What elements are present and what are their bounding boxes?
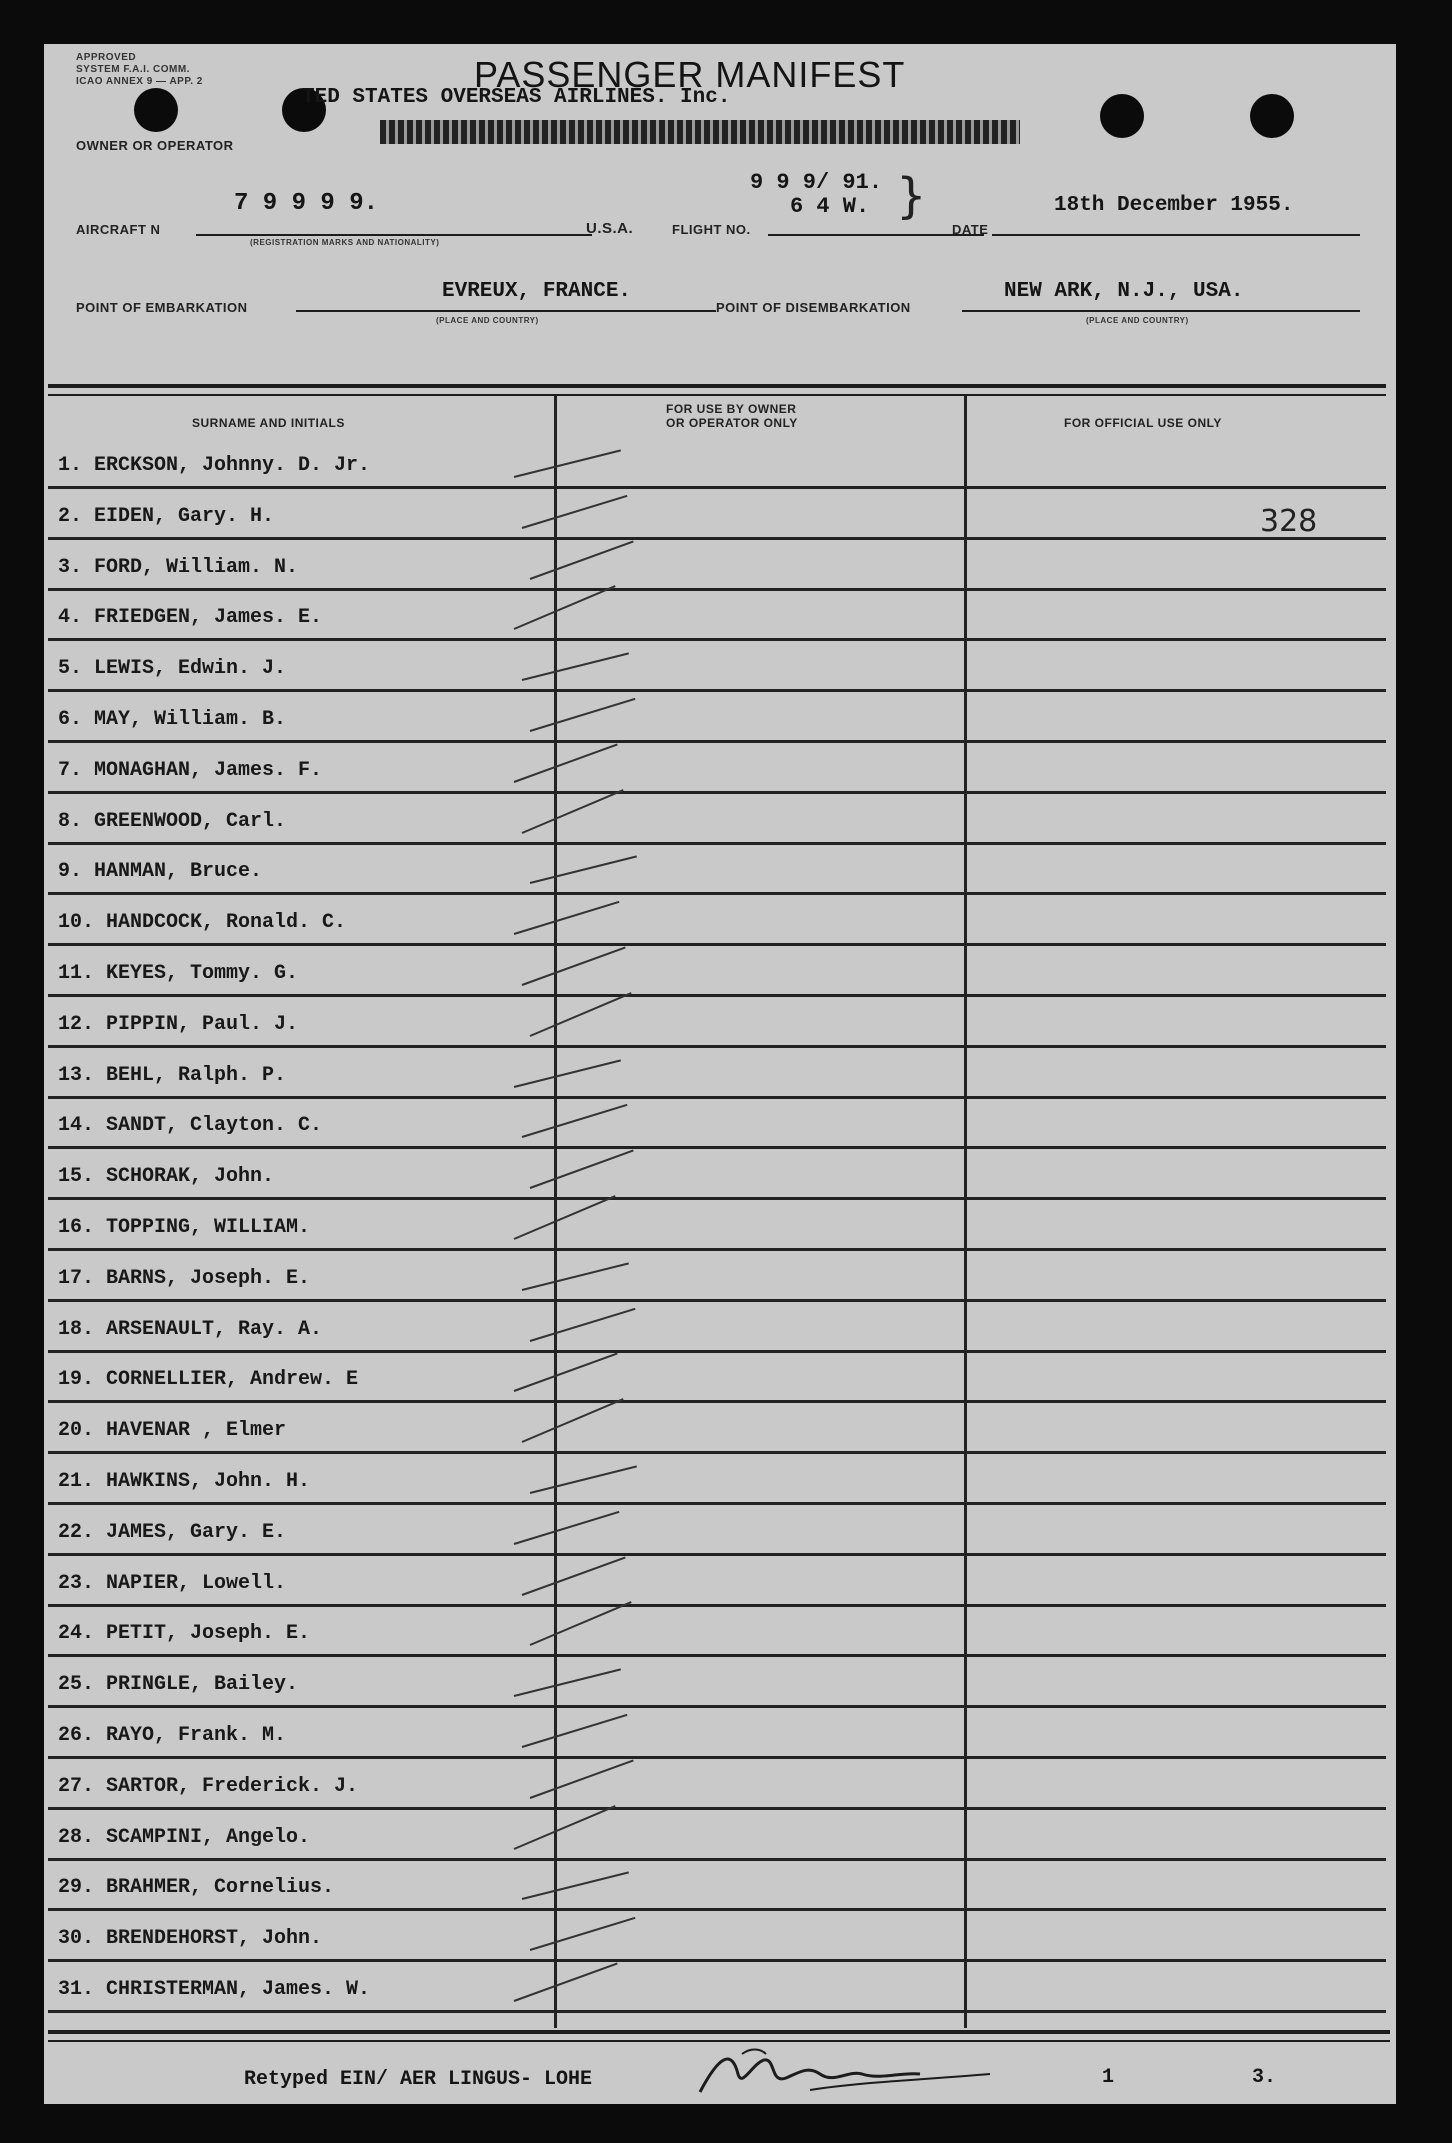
check-mark <box>522 1262 629 1291</box>
col-owner-header-1: FOR USE BY OWNER <box>666 402 797 416</box>
brace-mark: } <box>896 168 927 224</box>
check-mark <box>530 856 637 885</box>
passenger-row: 30. BRENDEHORST, John. <box>58 1927 323 1951</box>
passenger-row: 6. MAY, William. B. <box>58 708 287 731</box>
check-mark <box>514 1059 621 1088</box>
check-mark <box>514 901 620 935</box>
passenger-row: 10. HANDCOCK, Ronald. C. <box>58 911 347 935</box>
passenger-row: 12. PIPPIN, Paul. J. <box>58 1012 299 1036</box>
row-divider <box>48 842 1386 845</box>
embark-line <box>296 310 716 312</box>
passenger-row: 19. CORNELLIER, Andrew. E <box>58 1368 359 1392</box>
check-mark <box>530 540 634 580</box>
row-divider <box>48 638 1386 641</box>
check-mark <box>514 1805 616 1850</box>
check-mark <box>530 1150 634 1190</box>
check-mark <box>522 1714 628 1748</box>
check-mark <box>530 1917 636 1951</box>
table-top-rule-2 <box>48 394 1386 396</box>
row-divider <box>48 1807 1386 1810</box>
passenger-row: 13. BEHL, Ralph. P. <box>58 1063 287 1087</box>
passenger-row: 17. BARNS, Joseph. E. <box>58 1266 311 1290</box>
row-divider <box>48 486 1386 489</box>
passenger-row: 23. NAPIER, Lowell. <box>58 1571 287 1595</box>
check-mark <box>530 992 632 1037</box>
check-mark <box>530 1307 636 1341</box>
punch-hole <box>1250 94 1294 138</box>
date-label: DATE <box>952 222 989 237</box>
row-divider <box>48 1299 1386 1302</box>
check-mark <box>530 1759 634 1799</box>
check-mark <box>530 1465 637 1494</box>
retyped-note: Retyped EIN/ AER LINGUS- LOHE <box>244 2068 593 2091</box>
row-divider <box>48 1756 1386 1759</box>
page-number: 1 <box>1102 2066 1115 2089</box>
row-divider <box>48 689 1386 692</box>
check-mark <box>514 1962 618 2002</box>
check-mark <box>514 1195 616 1240</box>
row-divider <box>48 1705 1386 1708</box>
page-title: PASSENGER MANIFEST <box>474 54 906 95</box>
check-mark <box>522 946 626 986</box>
embark-sub: (PLACE AND COUNTRY) <box>436 316 539 325</box>
row-divider <box>48 1350 1386 1353</box>
row-divider <box>48 1400 1386 1403</box>
row-divider <box>48 588 1386 591</box>
passenger-row: 25. PRINGLE, Bailey. <box>58 1673 299 1697</box>
row-divider <box>48 1451 1386 1454</box>
check-mark <box>522 653 629 682</box>
check-mark <box>522 1104 628 1138</box>
row-divider <box>48 1096 1386 1099</box>
row-divider <box>48 1604 1386 1607</box>
passenger-row: 21. HAWKINS, John. H. <box>58 1470 311 1493</box>
check-mark <box>522 789 624 834</box>
check-mark <box>514 743 618 783</box>
row-divider <box>48 1553 1386 1556</box>
disembark-line <box>962 310 1360 312</box>
table-bottom-rule-2 <box>48 2040 1390 2042</box>
aircraft-line <box>196 234 592 236</box>
disembark-value: NEW ARK, N.J., USA. <box>1004 280 1244 303</box>
aircraft-label: AIRCRAFT N <box>76 222 161 237</box>
row-divider <box>48 1858 1386 1861</box>
row-divider <box>48 1146 1386 1149</box>
passenger-row: 2. EIDEN, Gary. H. <box>58 504 275 528</box>
row-divider <box>48 1248 1386 1251</box>
check-mark <box>514 585 616 630</box>
punch-hole <box>1100 94 1144 138</box>
owner-operator-label: OWNER OR OPERATOR <box>76 138 234 153</box>
row-divider <box>48 1502 1386 1505</box>
official-note: 328 <box>1260 504 1318 539</box>
date-line <box>992 234 1360 236</box>
col-official-header: FOR OFFICIAL USE ONLY <box>1064 416 1222 430</box>
passenger-row: 16. TOPPING, WILLIAM. <box>58 1216 311 1239</box>
passenger-row: 9. HANMAN, Bruce. <box>58 860 263 884</box>
redaction-strike <box>380 120 1020 144</box>
table-top-rule <box>48 384 1386 388</box>
check-mark <box>530 698 636 732</box>
row-divider <box>48 994 1386 997</box>
embark-value: EVREUX, FRANCE. <box>442 280 632 303</box>
punch-hole <box>134 88 178 132</box>
col-owner-header-2: OR OPERATOR ONLY <box>666 416 798 430</box>
manifest-sheet <box>44 44 1396 2104</box>
col-names-header: SURNAME AND INITIALS <box>192 416 345 430</box>
check-mark <box>522 1872 629 1901</box>
passenger-row: 7. MONAGHAN, James. F. <box>58 758 323 782</box>
passenger-row: 22. JAMES, Gary. E. <box>58 1520 287 1544</box>
check-mark <box>514 1353 618 1393</box>
row-divider <box>48 1197 1386 1200</box>
row-divider <box>48 791 1386 794</box>
check-mark <box>514 1511 620 1545</box>
passenger-row: 4. FRIEDGEN, James. E. <box>58 606 323 630</box>
passenger-row: 26. RAYO, Frank. M. <box>58 1724 287 1747</box>
passenger-row: 5. LEWIS, Edwin. J. <box>58 657 287 681</box>
row-divider <box>48 892 1386 895</box>
passenger-row: 24. PETIT, Joseph. E. <box>58 1622 311 1646</box>
page-count: 3. <box>1252 2066 1277 2089</box>
approval-line-3: ICAO ANNEX 9 — APP. 2 <box>76 76 203 87</box>
row-divider <box>48 740 1386 743</box>
signature <box>690 2044 1020 2100</box>
approval-line-1: APPROVED <box>76 52 137 63</box>
aircraft-sub: (REGISTRATION MARKS AND NATIONALITY) <box>250 238 440 247</box>
disembark-sub: (PLACE AND COUNTRY) <box>1086 316 1189 325</box>
flight-no-2: 6 4 W. <box>790 194 870 219</box>
passenger-row: 20. HAVENAR , Elmer <box>58 1419 287 1443</box>
check-mark <box>522 495 628 529</box>
passenger-row: 28. SCAMPINI, Angelo. <box>58 1825 311 1849</box>
passenger-row: 8. GREENWOOD, Carl. <box>58 809 287 833</box>
passenger-row: 11. KEYES, Tommy. G. <box>58 962 299 985</box>
row-divider <box>48 2010 1386 2013</box>
passenger-row: 3. FORD, William. N. <box>58 555 299 579</box>
aircraft-number: 7 9 9 9 9. <box>234 190 379 217</box>
row-divider <box>48 537 1386 540</box>
passenger-row: 27. SARTOR, Frederick. J. <box>58 1774 359 1798</box>
passenger-row: 29. BRAHMER, Cornelius. <box>58 1876 335 1900</box>
owner-operator-value: TED STATES OVERSEAS AIRLINES. Inc. <box>302 86 731 109</box>
nationality: U.S.A. <box>586 220 634 237</box>
passenger-row: 31. CHRISTERMAN, James. W. <box>58 1978 371 2001</box>
row-divider <box>48 1908 1386 1911</box>
flight-label: FLIGHT NO. <box>672 222 751 237</box>
row-divider <box>48 1654 1386 1657</box>
check-mark <box>522 1556 626 1596</box>
passenger-row: 15. SCHORAK, John. <box>58 1165 275 1189</box>
row-divider <box>48 1045 1386 1048</box>
embark-label: POINT OF EMBARKATION <box>76 300 248 315</box>
check-mark <box>530 1601 632 1646</box>
check-mark <box>514 1669 621 1698</box>
passenger-row: 1. ERCKSON, Johnny. D. Jr. <box>58 454 371 477</box>
approval-line-2: SYSTEM F.A.I. COMM. <box>76 64 190 75</box>
passenger-row: 18. ARSENAULT, Ray. A. <box>58 1317 323 1341</box>
row-divider <box>48 943 1386 946</box>
check-mark <box>514 449 621 478</box>
check-mark <box>522 1398 624 1443</box>
table-bottom-rule <box>48 2030 1390 2034</box>
passenger-row: 14. SANDT, Clayton. C. <box>58 1114 323 1138</box>
flight-no-1: 9 9 9/ 91. <box>750 170 883 195</box>
date-value: 18th December 1955. <box>1054 194 1294 217</box>
row-divider <box>48 1959 1386 1962</box>
disembark-label: POINT OF DISEMBARKATION <box>716 300 911 315</box>
